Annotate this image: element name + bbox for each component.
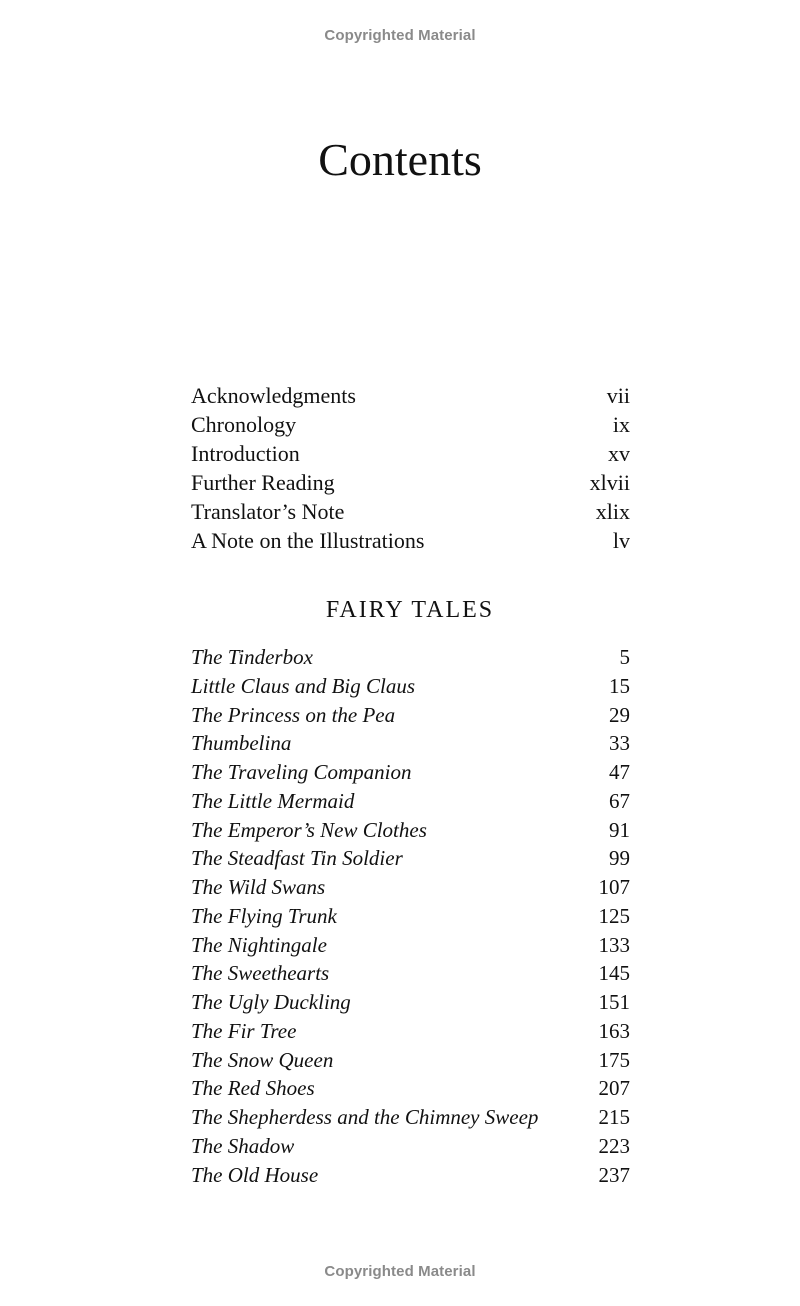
page-title: Contents [318, 134, 482, 185]
toc-entry [191, 729, 630, 758]
toc-entry-title: The Old House [191, 1162, 319, 1187]
toc-entry [191, 381, 630, 410]
toc-entry-page: 29 [609, 702, 630, 727]
toc-entry [191, 844, 630, 873]
toc-entry-page: lv [612, 528, 630, 553]
toc-entry [191, 497, 630, 526]
toc-entry-page: ix [612, 412, 630, 437]
front-matter-list [191, 381, 630, 555]
toc-entry-page: 145 [598, 961, 630, 986]
toc-entry [191, 672, 630, 701]
toc-entry-title: Acknowledgments [191, 383, 356, 408]
toc-entry [191, 643, 630, 672]
toc-entry-page: 15 [609, 673, 630, 698]
toc-entry-title: The Wild Swans [191, 875, 326, 899]
toc-entry-title: A Note on the Illustrations [191, 528, 425, 553]
toc-entry-title: The Steadfast Tin Soldier [191, 846, 403, 871]
toc-entry-title: Further Reading [191, 470, 335, 495]
toc-entry [191, 526, 630, 555]
toc-entry [191, 959, 630, 988]
toc-entry [191, 701, 630, 730]
toc-entry-title: Thumbelina [191, 731, 292, 756]
toc-entry-title: The Flying Trunk [191, 903, 337, 928]
fairy-tales-list [191, 643, 630, 1189]
toc-entry-title: The Traveling Companion [191, 760, 412, 784]
toc-entry-page: 133 [598, 932, 630, 957]
toc-entry-title: Little Claus and Big Claus [191, 673, 416, 698]
toc-entry-page: xlvii [589, 470, 630, 495]
toc-entry [191, 988, 630, 1017]
toc-entry-page: 33 [609, 731, 630, 756]
toc-entry-title: The Tinderbox [191, 645, 313, 669]
toc-entry-title: The Snow Queen [191, 1047, 334, 1072]
toc-entry-page: 151 [598, 990, 630, 1014]
toc-entry [191, 410, 630, 439]
toc-entry-title: The Emperor’s New Clothes [191, 817, 427, 842]
toc-entry-title: Chronology [191, 412, 297, 437]
toc-entry-title: Translator’s Note [191, 499, 345, 524]
toc-entry-title: Introduction [191, 441, 300, 466]
copyright-watermark-top: Copyrighted Material [324, 27, 476, 44]
toc-entry-page: 223 [598, 1133, 630, 1158]
toc-entry-title: The Ugly Duckling [191, 990, 351, 1014]
toc-entry-title: The Little Mermaid [191, 788, 355, 813]
toc-entry [191, 873, 630, 902]
section-heading: FAIRY TALES [325, 597, 495, 623]
toc-entry [191, 816, 630, 845]
copyright-watermark-bottom: Copyrighted Material [324, 1263, 476, 1280]
toc-entry [191, 758, 630, 787]
toc-entry-page: 91 [609, 817, 630, 842]
toc-entry-title: The Princess on the Pea [191, 702, 396, 727]
toc-entry-page: 5 [619, 645, 630, 669]
toc-entry-page: vii [606, 383, 630, 408]
toc-entry-page: 175 [598, 1047, 630, 1072]
toc-entry [191, 931, 630, 960]
toc-entry-page: 215 [598, 1105, 630, 1129]
toc-entry [191, 1046, 630, 1075]
toc-entry-page: 47 [609, 760, 630, 784]
toc-entry-page: 67 [609, 788, 630, 813]
toc-entry-page: 107 [598, 875, 630, 899]
toc-entry [191, 1103, 630, 1132]
toc-entry-page: 237 [598, 1162, 630, 1187]
toc-entry-page: xv [608, 441, 630, 466]
toc-entry-page: 163 [598, 1018, 630, 1043]
toc-entry [191, 439, 630, 468]
toc-entry [191, 787, 630, 816]
toc-entry [191, 902, 630, 931]
toc-entry-page: 125 [598, 903, 630, 928]
toc-entry [191, 1017, 630, 1046]
toc-entry-title: The Shadow [191, 1133, 295, 1158]
toc-entry-title: The Shepherdess and the Chimney Sweep [191, 1105, 539, 1129]
toc-entry-title: The Sweethearts [191, 961, 330, 986]
toc-entry-page: xlix [595, 499, 630, 524]
toc-entry-title: The Red Shoes [191, 1076, 315, 1101]
toc-entry-page: 99 [609, 846, 630, 871]
toc-entry-page: 207 [598, 1076, 630, 1101]
toc-entry [191, 468, 630, 497]
toc-entry [191, 1161, 630, 1190]
toc-entry-title: The Nightingale [191, 932, 327, 957]
toc-entry-title: The Fir Tree [191, 1018, 297, 1043]
toc-entry [191, 1074, 630, 1103]
toc-entry [191, 1132, 630, 1161]
